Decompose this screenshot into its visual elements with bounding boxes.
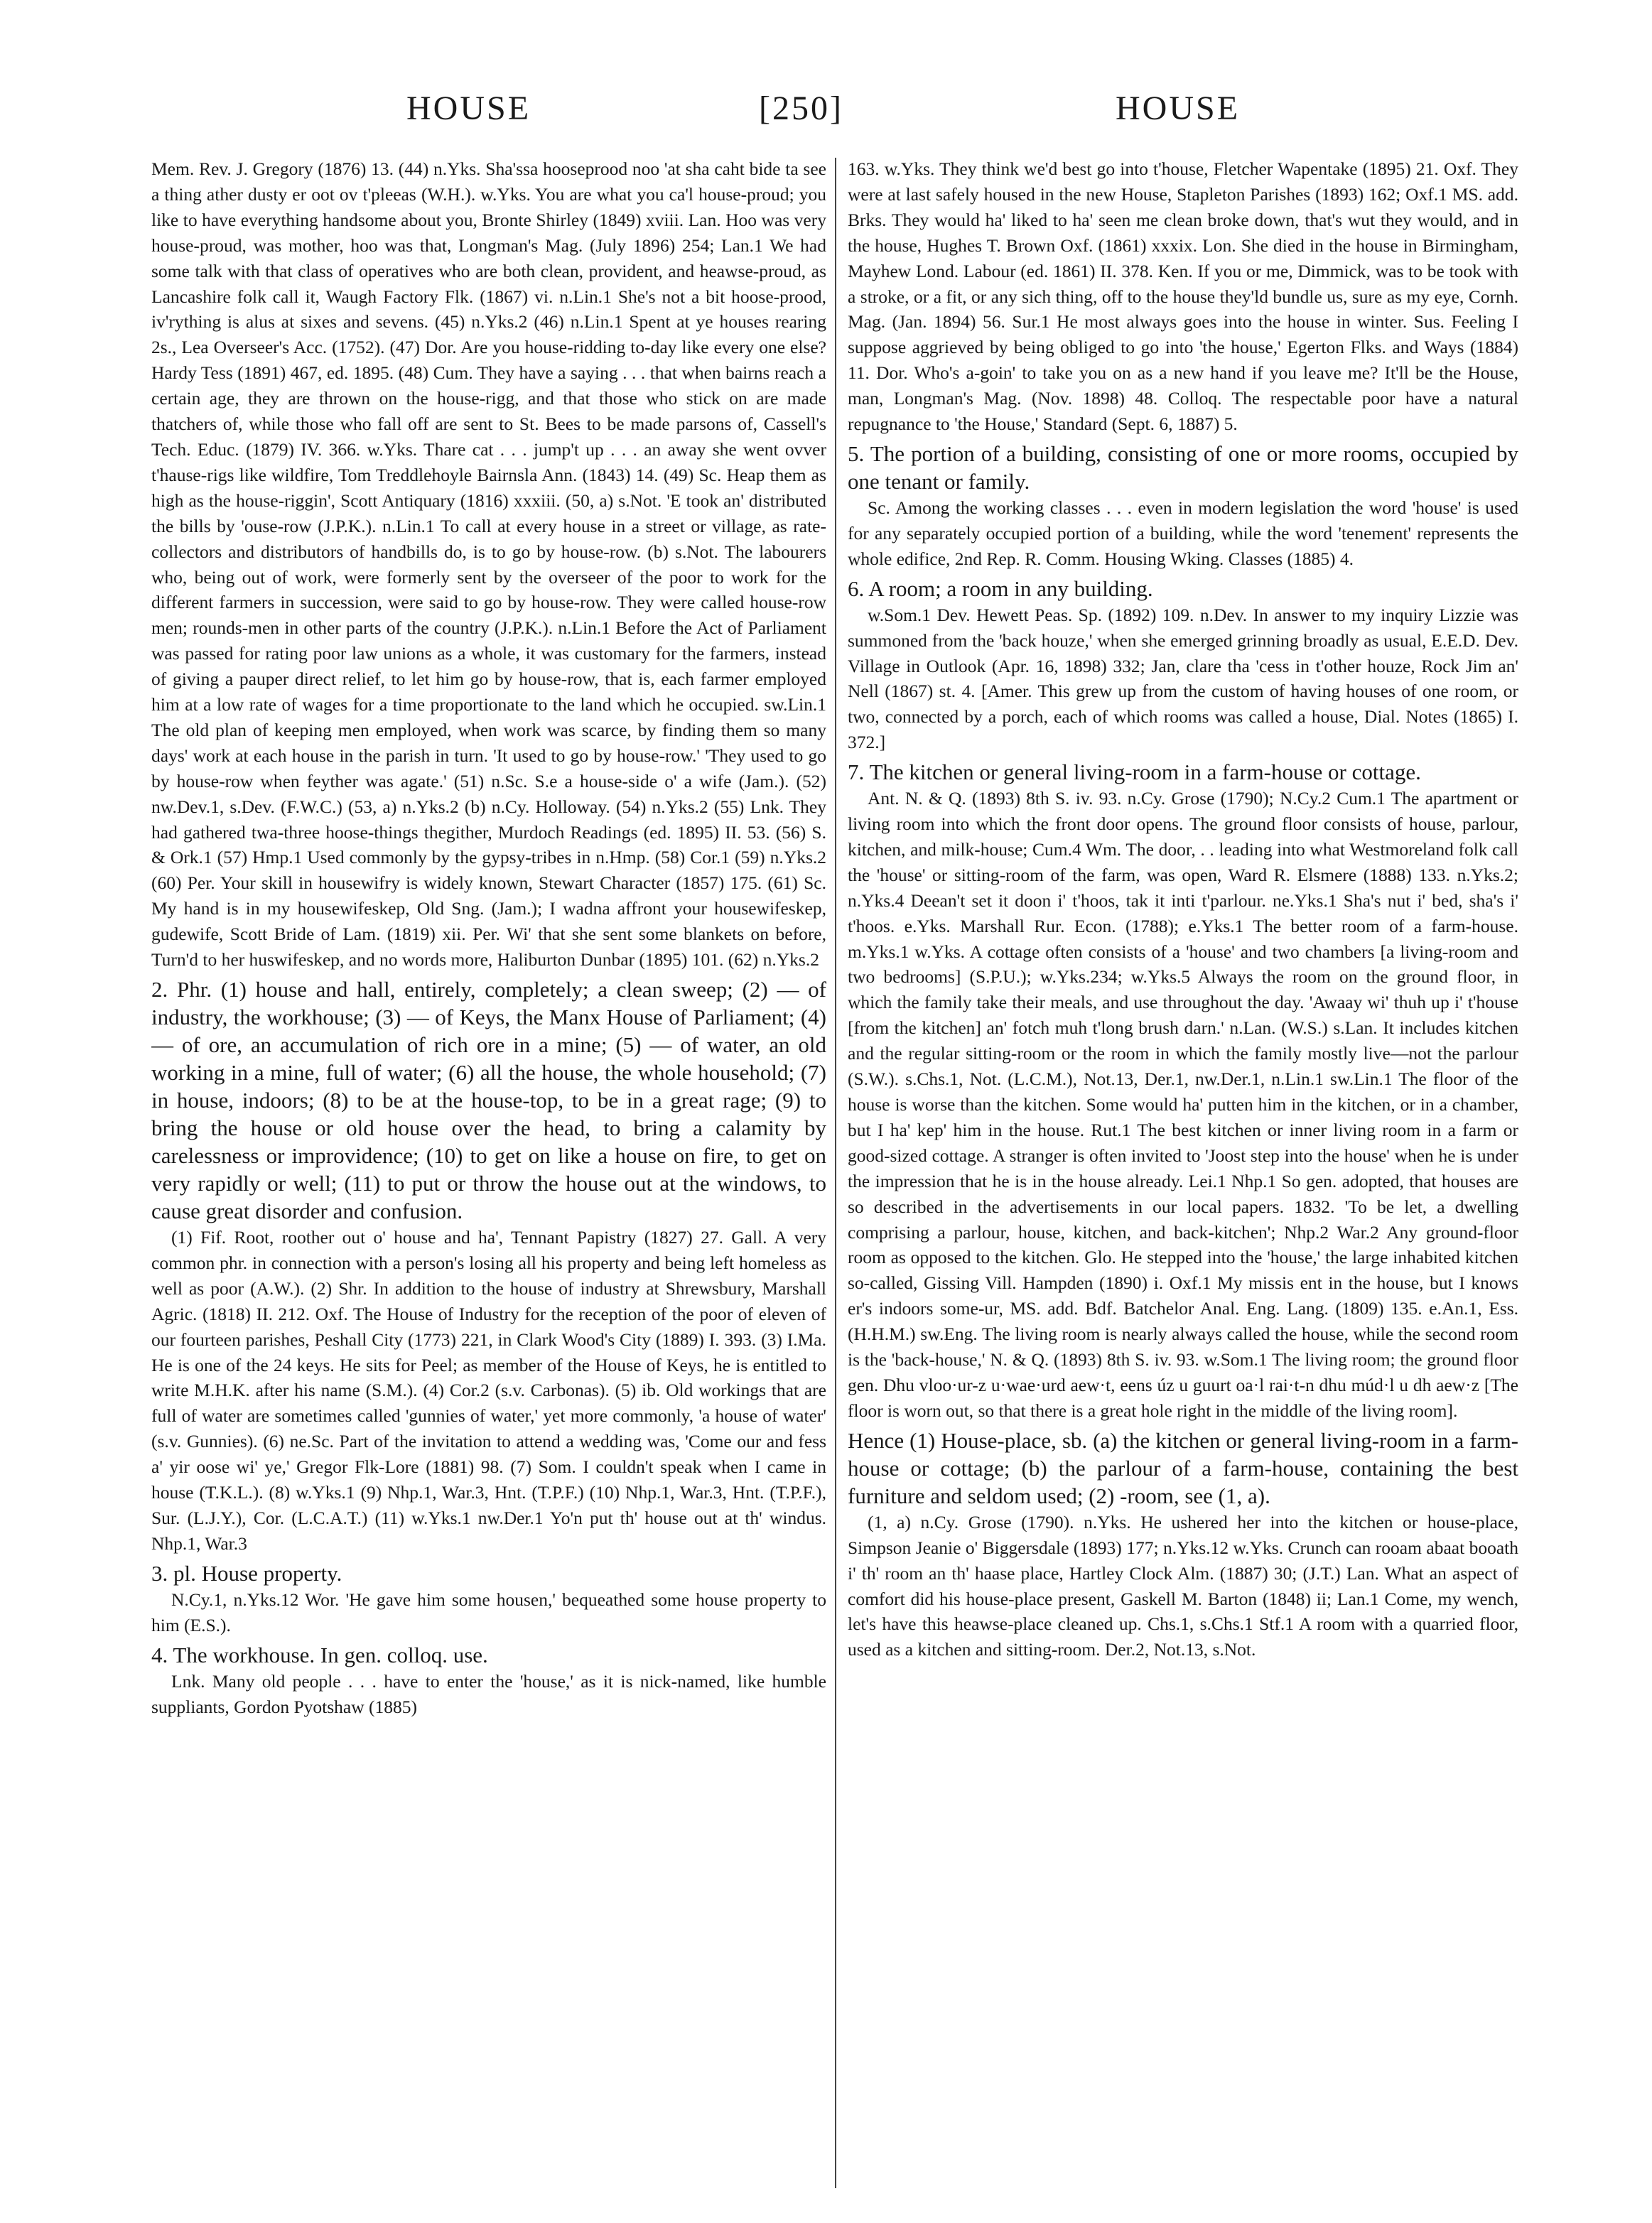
left-column <box>151 156 826 2188</box>
entry-paragraph: (1, a) n.Cy. Grose (1790). n.Yks. He ushered her into the kitchen or house-place, Simpson Jeanie o' Biggersdale (1893) 177; n.Yks.12 w.Yks. Crunch can rooam abaat booath i' th' room an th' haase place, Hartley Clock Alm. (1887) 30; (J.T.) Lan. What an aspect of comfort did his house-place present, Gaskell M. Barton (1848) ii; Lan.1 Come, my wench, let's have this heawse-place cleaned up. Chs.1, s.Chs.1 Stf.1 A room with a quarried floor, used as a kitchen and sitting-room. Der.2, Not.13, s.Not. <box>848 1511 1518 1660</box>
entry-paragraph: (1) Fif. Root, roother out o' house and ha', Tennant Papistry (1827) 27. Gall. A very common phr. in connection with a person's losing all his property and being left homeless as well as poor (A.W.). (2) Shr. In addition to the house of industry at Shrewsbury, Marshall Agric. (1818) II. 212. Oxf. The House of Industry for the reception of the poor of eleven of our fourteen parishes, Peshall City (1773) 221, in Clark Wood's City (1889) I. 393. (3) I.Ma. He is one of the 24 keys. He sits for Peel; as member of the House of Keys, he is entitled to write M.H.K. after his name (S.M.). (4) Cor.2 (s.v. Carbonas). (5) ib. Old workings that are full of water are sometimes called 'gunnies of water,' yet more commonly, 'a house of water' (s.v. Gunnies). (6) ne.Sc. Part of the invitation to attend a wedding was, 'Come our and fess a' yir oose wi' ye,' Gregor Flk-Lore (1881) 98. (7) Som. I couldn't speak when I came in house (T.K.L.). (8) w.Yks.1 (9) Nhp.1, War.3, Hnt. (T.P.F.) (10) Nhp.1, War.3, Hnt. (T.P.F.), Sur. (L.J.Y.), Cor. (L.C.A.T.) (11) w.Yks.1 nw.Der.1 Yo'n put th' house out at th' windus. Nhp.1, War.3 <box>151 1227 826 1554</box>
column-divider <box>835 158 836 2188</box>
page-number: [250] <box>759 90 843 127</box>
derivatives-paragraph: Hence (1) House-place, sb. (a) the kitchen or general living-room in a farm-house or cottage; (b) the parlour of a farm-house, containing the best furniture and seldom used; (2) -room, see (1, a). <box>848 1427 1518 1508</box>
page-header <box>142 84 1506 134</box>
sense-heading-house-property: 3. pl. House property. <box>151 1560 342 1586</box>
sense-heading-phrases: 2. Phr. (1) house and hall, entirely, completely; a clean sweep; (2) — of industry, the workhouse; (3) — of Keys, the Manx House of Parliament; (4) — of ore, an accumulation of rich ore in a mine; (5) — of water, an old working in a mine, full of water; (6) all the house, the whole household; (7) in house, indoors; (8) to be at the house-top, to be in a great rage; (9) to bring the house or old house over the head, to bring a calamity by carelessness or improvidence; (10) to get on like a house on fire, to get on very rapidly or well; (11) to put or throw the house out at the windows, to cause great disorder and confusion. <box>151 977 826 1223</box>
right-column <box>848 156 1518 2188</box>
sense-heading-room: 6. A room; a room in any building. <box>848 575 1153 601</box>
sense-heading-workhouse: 4. The workhouse. In gen. colloq. use. <box>151 1642 488 1667</box>
entry-paragraph: N.Cy.1, n.Yks.12 Wor. 'He gave him some housen,' bequeathed some house property to him (E.S.). <box>151 1589 826 1635</box>
sense-heading-portion-of-building: 5. The portion of a building, consisting of one or more rooms, occupied by one tenant or family. <box>848 440 1518 494</box>
entry-paragraph: Sc. Among the working classes . . . even in modern legislation the word 'house' is used for any separately occupied portion of a building, while the word 'tenement' represents the whole edifice, 2nd Rep. R. Comm. Housing Wking. Classes (1885) 4. <box>848 497 1518 569</box>
entry-paragraph: 163. w.Yks. They think we'd best go into t'house, Fletcher Wapentake (1895) 21. Oxf. They were at last safely housed in the new House, Stapleton Parishes (1893) 162; Oxf.1 MS. add. Brks. They would ha' liked to ha' seen me clean broke down, that's wut they would, and in the house, Hughes T. Brown Oxf. (1861) xxxix. Lon. She died in the house in Birmingham, Mayhew Lond. Labour (ed. 1861) II. 378. Ken. If you or me, Dimmick, was to be took with a stroke, or a fit, or any sich thing, off to the house they'ld bundle us, sure as my eye, Cornh. Mag. (Jan. 1894) 56. Sur.1 He most always goes into the house in winter. Sus. Feeling I suppose aggrieved by being obliged to go into 'the house,' Egerton Flks. and Ways (1884) 11. Dor. Who's a-goin' to take you on as a new hand if you leave me? It'll be the House, man, Longman's Mag. (Nov. 1898) 48. Colloq. The respectable poor have a natural repugnance to 'the House,' Standard (Sept. 6, 1887) 5. <box>848 158 1518 435</box>
entry-paragraph: Mem. Rev. J. Gregory (1876) 13. (44) n.Yks. Sha'ssa hooseprood noo 'at sha caht bide ta see a thing ather dusty er oot ov t'pleeas (W.H.). w.Yks. You are what you ca'l house-proud; you like to have everything handsome about you, Bronte Shirley (1849) xviii. Lan. Hoo was very house-proud, was mother, hoo was that, Longman's Mag. (July 1896) 254; Lan.1 We had some talk with that class of operatives who are both clean, provident, and heawse-proud, as Lancashire folk call it, Waugh Factory Flk. (1867) vi. n.Lin.1 She's not a bit hoose-prood, iv'rything is alus at sixes and sevens. (45) n.Yks.2 (46) n.Lin.1 Spent at ye houses rearing 2s., Lea Overseer's Acc. (1752). (47) Dor. Are you house-ridding to-day like every one else? Hardy Tess (1891) 467, ed. 1895. (48) Cum. They have a saying . . . that when bairns reach a certain age, they are thrown on the house-rigg, and that those who stick on are made thatchers of, while those who fall off are sent to St. Bees to be made parsons of, Cassell's Tech. Educ. (1879) IV. 366. w.Yks. Thare cat . . . jump't up . . . an away she went ovver t'hause-rigs like wildfire, Tom Treddlehoyle Bairnsla Ann. (1843) 14. (49) Sc. Heap them as high as the house-riggin', Scott Antiquary (1816) xxxiii. (50, a) s.Not. 'E took an' distributed the bills by 'ouse-row (J.P.K.). n.Lin.1 To call at every house in a street or village, as rate-collectors and distributors of handbills do, is to go by house-row. (b) s.Not. The labourers who, being out of work, were formerly sent by the overseer of the poor to work for the different farmers in succession, were said to go by house-row. They were called house-row men; rounds-men in other parts of the country (J.P.K.). n.Lin.1 Before the Act of Parliament was passed for rating poor law unions as a whole, it was customary for the farmers, instead of giving a pauper direct relief, to let him go by house-row, that is, each farmer employed him at a low rate of wages for a time proportionate to the land which he occupied. sw.Lin.1 The old plan of keeping men employed, when work was scarce, by finding them so many days' work at each house in the parish in turn. 'It used to go by house-row.' 'They used to go by house-row when feyther was agate.' (51) n.Sc. S.e a house-side o' a wife (Jam.). (52) nw.Dev.1, s.Dev. (F.W.C.) (53, a) n.Yks.2 (b) n.Cy. Holloway. (54) n.Yks.2 (55) Lnk. They had gathered twa-three hoose-things thegither, Murdoch Readings (ed. 1895) II. 53. (56) S. & Ork.1 (57) Hmp.1 Used commonly by the gypsy-tribes in n.Hmp. (58) Cor.1 (59) n.Yks.2 (60) Per. Your skill in housewifry is widely known, Stewart Character (1857) 175. (61) Sc. My hand is in my housewifeskep, Old Sng. (Jam.); I wadna affront your housewifeskep, gudewife, Scott Bride of Lam. (1819) xii. Per. Wi' that she sent some blankets on before, Turn'd to her huswifeskep, and no words more, Haliburton Dunbar (1895) 101. (62) n.Yks.2 <box>151 158 826 970</box>
entry-paragraph: w.Som.1 Dev. Hewett Peas. Sp. (1892) 109. n.Dev. In answer to my inquiry Lizzie was summoned from the 'back houze,' when she emerged grinning broadly as usual, E.E.D. Dev. Village in Outlook (Apr. 16, 1898) 332; Jan, clare tha 'cess in t'other houze, Rock Jim an' Nell (1867) st. 4. [Amer. This grew up from the custom of having houses of one room, or two, connected by a porch, each of which rooms was called a house, Dial. Notes (1865) I. 372.] <box>848 604 1518 753</box>
entry-paragraph: Ant. N. & Q. (1893) 8th S. iv. 93. n.Cy. Grose (1790); N.Cy.2 Cum.1 The apartment or living room into which the front door opens. The ground floor consists of house, parlour, kitchen, and milk-house; Cum.4 Wm. The door, . . leading into what Westmoreland folk call the 'house' or sitting-room of the farm, was open, Ward R. Elsmere (1888) 133. n.Yks.2; n.Yks.4 Deean't set it doon i' t'hoos, tak it inti t'parlour. ne.Yks.1 Sha's nut i' bed, sha's i' t'hoos. e.Yks. Marshall Rur. Econ. (1788); e.Yks.1 The better room of a farm-house. m.Yks.1 w.Yks. A cottage often consists of a 'house' and two chambers [a living-room and two bedrooms] (S.P.U.); w.Yks.234; w.Yks.5 Always the room on the ground floor, in which the family take their meals, and use throughout the day. 'Awaay wi' thuh up i' t'house [from the kitchen] an' fotch muh t'long brush darn.' n.Lan. (W.S.) s.Lan. It includes kitchen and the regular sitting-room or the room in which the family mostly live—not the parlour (S.W.). s.Chs.1, Not. (L.C.M.), Not.13, Der.1, nw.Der.1, n.Lin.1 sw.Lin.1 The floor of the house is worse than the kitchen. Some would ha' putten him in the kitchen, or in a chamber, but I ha' kep' him in the house. Rut.1 The best kitchen or inner living room in a farm or good-sized cottage. A stranger is often invited to 'Joost step into the house' when he is under the impression that he is in the house already. Lei.1 Nhp.1 So gen. adopted, that houses are so described in the advertisements in our local papers. 1832. 'To be let, a dwelling comprising a parlour, house, kitchen, and back-kitchen'; Nhp.2 War.2 Any ground-floor room as opposed to the kitchen. Glo. He stepped into the 'house,' the large inhabited kitchen so-called, Gissing Vill. Hampden (1890) i. Oxf.1 My missis ent in the house, but I knows er's indoors some-ur, MS. add. Bdf. Batchelor Anal. Eng. Lang. (1809) 135. e.An.1, Ess. (H.H.M.) sw.Eng. The living room is nearly always called the house, while the second room is the 'back-house,' N. & Q. (1893) 8th S. iv. 93. w.Som.1 The living room; the ground floor gen. Dhu vloo·ur-z u·wae·urd aew·t, eens úz u guurt oa·l rai·t-n dhu múd·l u dh aew·z [The floor is worn out, so that there is a great hole right in the middle of the living room]. <box>848 788 1518 1421</box>
right-running-headword: HOUSE <box>1116 90 1241 127</box>
entry-paragraph: Lnk. Many old people . . . have to enter the 'house,' as it is nick-named, like humble suppliants, Gordon Pyotshaw (1885) <box>151 1670 826 1717</box>
sense-heading-kitchen: 7. The kitchen or general living-room in a farm-house or cottage. <box>848 759 1421 785</box>
left-running-headword: HOUSE <box>406 90 531 127</box>
